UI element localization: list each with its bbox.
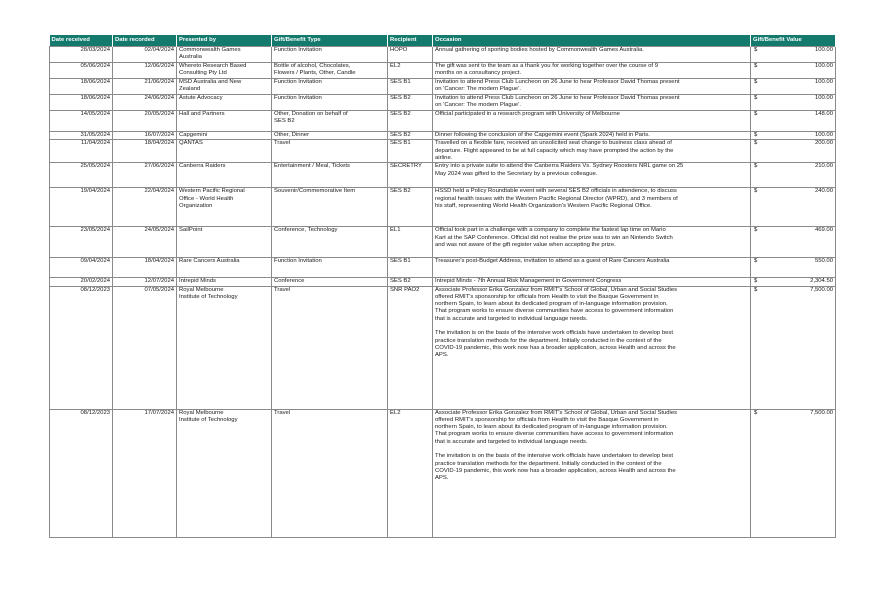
table-row bbox=[50, 111, 836, 132]
date-received-cell: 18/06/2024 bbox=[50, 79, 113, 95]
date-received-cell: 18/06/2024 bbox=[50, 95, 113, 111]
date-received-cell: 09/04/2024 bbox=[50, 258, 113, 278]
date-received-cell: 23/05/2024 bbox=[50, 227, 113, 258]
presented-by-cell: QANTAS bbox=[177, 140, 272, 163]
presented-by-cell: Capgemini bbox=[177, 132, 272, 140]
presented-by-cell: Hall and Partners bbox=[177, 111, 272, 132]
date-recorded-cell: 22/04/2024 bbox=[113, 188, 177, 227]
occasion-cell: Entry into a private suite to attend the Canberra Raiders Vs. Sydney Roosters NRL game on 25 May 2024 was gifted to the Secretary by a previous colleague. bbox=[433, 163, 751, 188]
value-amount: 240.00 bbox=[814, 188, 833, 195]
value-amount: 7,500.00 bbox=[810, 409, 833, 416]
date-received-cell: 19/04/2024 bbox=[50, 188, 113, 227]
gift-value-cell bbox=[751, 79, 836, 95]
value-amount: 7,500.00 bbox=[810, 286, 833, 293]
table-row bbox=[50, 79, 836, 95]
occasion-cell: Official took part in a challenge with a company to complete the fastest lap time on Mario Kart at the SAP Conference. Official did not realise the prize was to win an Nintendo Switch and was not aware of the gift register value when accepting the prize. bbox=[433, 227, 751, 258]
date-received-cell: 08/12/2023 bbox=[50, 286, 113, 409]
recipient-cell: SES B2 bbox=[388, 132, 433, 140]
table-row bbox=[50, 140, 836, 163]
occasion-cell: Annual gathering of sporting bodies hosted by Commonwealth Games Australia. bbox=[433, 47, 751, 63]
gift-value-cell bbox=[751, 140, 836, 163]
gift-type-cell: Other, Donation on behalf of SES B2 bbox=[272, 111, 388, 132]
presented-by-cell: Commonwealth Games Australia bbox=[177, 47, 272, 63]
gift-value-cell bbox=[751, 258, 836, 278]
date-recorded-cell: 07/05/2024 bbox=[113, 286, 177, 409]
table-row bbox=[50, 47, 836, 63]
currency-symbol: $ bbox=[754, 95, 758, 101]
gift-type-cell: Souvenir/Commemorative Item bbox=[272, 188, 388, 227]
gift-value-cell bbox=[751, 111, 836, 132]
presented-by-cell: Royal Melbourne Institute of Technology bbox=[177, 409, 272, 537]
occasion-cell: Official participated in a research program with University of Melbourne bbox=[433, 111, 751, 132]
gift-type-cell: Function Invitation bbox=[272, 95, 388, 111]
table-row bbox=[50, 163, 836, 188]
gift-value-cell bbox=[751, 132, 836, 140]
value-amount: 200.00 bbox=[814, 140, 833, 147]
gift-type-cell: Travel bbox=[272, 286, 388, 409]
gift-value-cell bbox=[751, 95, 836, 111]
gift-type-cell: Bottle of alcohol, Chocolates, Flowers / Plants, Other, Candle bbox=[272, 63, 388, 79]
occasion-cell: Dinner following the conclusion of the Capgemini event (Spark 2024) held in Paris. bbox=[433, 132, 751, 140]
currency-symbol: $ bbox=[754, 409, 758, 416]
value-amount: 469.00 bbox=[814, 227, 833, 234]
table-row bbox=[50, 188, 836, 227]
table-row bbox=[50, 63, 836, 79]
occasion-cell: Invitation to attend Press Club Luncheon on 26 June to hear Professor David Thomas present on 'Cancer: The modern Plague'. bbox=[433, 79, 751, 95]
gift-type-cell: Entertainment / Meal, Tickets bbox=[272, 163, 388, 188]
header-gift-type: Gift/Benefit Type bbox=[272, 35, 388, 47]
date-received-cell: 28/03/2024 bbox=[50, 47, 113, 63]
header-gift-value: Gift/Benefit Value bbox=[751, 35, 836, 47]
gift-type-cell: Other, Dinner bbox=[272, 132, 388, 140]
date-recorded-cell: 16/07/2024 bbox=[113, 132, 177, 140]
header-date-received: Date received bbox=[50, 35, 113, 47]
gift-value-cell bbox=[751, 63, 836, 79]
occasion-cell: The gift was sent to the team as a thank you for working together over the course of 9 months on a consultancy project. bbox=[433, 63, 751, 79]
gift-value-cell bbox=[751, 409, 836, 537]
header-recipient: Recipient bbox=[388, 35, 433, 47]
date-recorded-cell: 12/07/2024 bbox=[113, 278, 177, 286]
gift-value-cell bbox=[751, 278, 836, 286]
recipient-cell: EL1 bbox=[388, 227, 433, 258]
value-amount: 100.00 bbox=[814, 132, 833, 138]
currency-symbol: $ bbox=[754, 47, 758, 53]
recipient-cell: SNR PAO2 bbox=[388, 286, 433, 409]
currency-symbol: $ bbox=[754, 79, 758, 85]
table-row bbox=[50, 258, 836, 278]
date-recorded-cell: 27/06/2024 bbox=[113, 163, 177, 188]
gift-value-cell bbox=[751, 47, 836, 63]
date-received-cell: 20/02/2024 bbox=[50, 278, 113, 286]
gift-type-cell: Conference, Technology bbox=[272, 227, 388, 258]
currency-symbol: $ bbox=[754, 63, 758, 69]
occasion-cell: Treasurer's post-Budget Address, invitation to attend as a guest of Rare Cancers Australia bbox=[433, 258, 751, 278]
presented-by-cell: SailPoint bbox=[177, 227, 272, 258]
date-received-cell: 14/05/2024 bbox=[50, 111, 113, 132]
value-amount: 100.00 bbox=[814, 47, 833, 53]
gift-type-cell: Conference bbox=[272, 278, 388, 286]
recipient-cell: SES B2 bbox=[388, 95, 433, 111]
recipient-cell: SES B2 bbox=[388, 278, 433, 286]
value-amount: 100.00 bbox=[814, 95, 833, 101]
gift-value-cell bbox=[751, 227, 836, 258]
recipient-cell: SECRETRY bbox=[388, 163, 433, 188]
occasion-cell: Intrepid Minds - 7th Annual Risk Management in Government Congress bbox=[433, 278, 751, 286]
date-recorded-cell: 17/07/2024 bbox=[113, 409, 177, 537]
recipient-cell: SES B2 bbox=[388, 188, 433, 227]
recipient-cell: EL2 bbox=[388, 409, 433, 537]
table-row bbox=[50, 95, 836, 111]
table-row bbox=[50, 132, 836, 140]
occasion-cell: Associate Professor Erika Gonzalez from RMIT's School of Global, Urban and Social Studies offered RMIT's sponsorship for officials from Health to visit the Basque Government in northern Spain, to learn about its dedicated program of in-language information provision. That program works to ensure diverse communities have access to government information that is accurate and targeted to individual language needs. The invitation is on the basis of the intensive work officials have undertaken to develop best practice translation methods for the department. Initially conducted in the context of the COVID-19 pandemic, this work now has a broader application, across Health and across the APS. bbox=[433, 286, 751, 409]
currency-symbol: $ bbox=[754, 227, 758, 234]
date-recorded-cell: 21/06/2024 bbox=[113, 79, 177, 95]
value-amount: 100.00 bbox=[814, 79, 833, 85]
date-recorded-cell: 24/05/2024 bbox=[113, 227, 177, 258]
date-recorded-cell: 02/04/2024 bbox=[113, 47, 177, 63]
date-recorded-cell: 18/04/2024 bbox=[113, 140, 177, 163]
date-received-cell: 31/05/2024 bbox=[50, 132, 113, 140]
occasion-cell: Travelled on a flexible fare, received an unsolicited seat change to business class ahead of departure. Flight appeared to be at full capacity which may have prompted the action by the airline. bbox=[433, 140, 751, 163]
value-amount: 2,304.50 bbox=[810, 278, 833, 285]
gift-register-table bbox=[49, 35, 836, 538]
date-recorded-cell: 24/06/2024 bbox=[113, 95, 177, 111]
date-received-cell: 25/05/2024 bbox=[50, 163, 113, 188]
currency-symbol: $ bbox=[754, 258, 758, 265]
table-row bbox=[50, 286, 836, 409]
currency-symbol: $ bbox=[754, 163, 758, 170]
gift-type-cell: Travel bbox=[272, 409, 388, 537]
header-row bbox=[50, 35, 836, 47]
occasion-cell: Associate Professor Erika Gonzalez from RMIT's School of Global, Urban and Social Studies offered RMIT's sponsorship for officials from Health to visit the Basque Government in northern Spain, to learn about its dedicated program of in-language information provision. That program works to ensure diverse communities have access to government information that is accurate and targeted to individual language needs. The invitation is on the basis of the intensive work officials have undertaken to develop best practice translation methods for the department. Initially conducted in the context of the COVID-19 pandemic, this work now has a broader application, across Health and across the APS. bbox=[433, 409, 751, 537]
gift-value-cell bbox=[751, 163, 836, 188]
date-recorded-cell: 12/06/2024 bbox=[113, 63, 177, 79]
value-amount: 148.00 bbox=[814, 111, 833, 117]
header-presented-by: Presented by bbox=[177, 35, 272, 47]
gift-value-cell bbox=[751, 286, 836, 409]
recipient-cell: SES B1 bbox=[388, 258, 433, 278]
recipient-cell: EL2 bbox=[388, 63, 433, 79]
gift-type-cell: Function Invitation bbox=[272, 47, 388, 63]
gift-value-cell bbox=[751, 188, 836, 227]
date-received-cell: 05/06/2024 bbox=[50, 63, 113, 79]
currency-symbol: $ bbox=[754, 286, 758, 293]
date-received-cell: 11/04/2024 bbox=[50, 140, 113, 163]
header-date-recorded: Date recorded bbox=[113, 35, 177, 47]
recipient-cell: SES B1 bbox=[388, 79, 433, 95]
presented-by-cell: Rare Cancers Australia bbox=[177, 258, 272, 278]
table-row bbox=[50, 409, 836, 537]
gift-type-cell: Function Invitation bbox=[272, 258, 388, 278]
occasion-cell: Invitation to attend Press Club Luncheon on 26 June to hear Professor David Thomas present on 'Cancer: The modern Plague'. bbox=[433, 95, 751, 111]
table-row bbox=[50, 227, 836, 258]
table-row bbox=[50, 278, 836, 286]
currency-symbol: $ bbox=[754, 278, 758, 285]
value-amount: 100.00 bbox=[814, 63, 833, 69]
currency-symbol: $ bbox=[754, 132, 758, 138]
gift-register-sheet bbox=[49, 35, 836, 538]
presented-by-cell: Intrepid Minds bbox=[177, 278, 272, 286]
currency-symbol: $ bbox=[754, 140, 758, 147]
presented-by-cell: Canberra Raiders bbox=[177, 163, 272, 188]
gift-type-cell: Function Invitation bbox=[272, 79, 388, 95]
date-recorded-cell: 20/05/2024 bbox=[113, 111, 177, 132]
recipient-cell: SES B1 bbox=[388, 140, 433, 163]
currency-symbol: $ bbox=[754, 111, 758, 117]
date-received-cell: 08/12/2023 bbox=[50, 409, 113, 537]
value-amount: 550.00 bbox=[814, 258, 833, 265]
recipient-cell: HOPO bbox=[388, 47, 433, 63]
occasion-cell: HSSD held a Policy Roundtable event with several SES B2 officials in attendence, to discuss regional health issues with the Western Pacific Regional Director (WPRD), and 3 members of his staff, representing World Health Organization's Western Pacific Regional Office. bbox=[433, 188, 751, 227]
presented-by-cell: Astute Advocacy bbox=[177, 95, 272, 111]
presented-by-cell: MSD Australia and New Zealand bbox=[177, 79, 272, 95]
value-amount: 210.00 bbox=[814, 163, 833, 170]
presented-by-cell: Royal Melbourne Institute of Technology bbox=[177, 286, 272, 409]
presented-by-cell: Western Pacific Regional Office - World Health Organization bbox=[177, 188, 272, 227]
header-occasion: Occasion bbox=[433, 35, 751, 47]
gift-type-cell: Travel bbox=[272, 140, 388, 163]
presented-by-cell: Whereto Research Based Consulting Pty Ltd bbox=[177, 63, 272, 79]
date-recorded-cell: 18/04/2024 bbox=[113, 258, 177, 278]
currency-symbol: $ bbox=[754, 188, 758, 195]
recipient-cell: SES B2 bbox=[388, 111, 433, 132]
